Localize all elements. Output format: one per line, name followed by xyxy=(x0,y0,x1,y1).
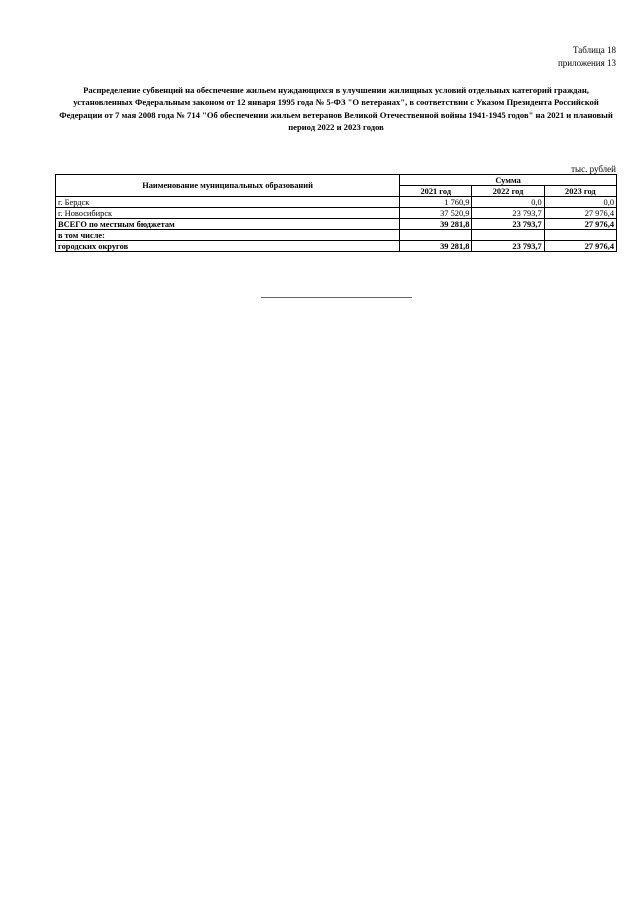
row-name: в том числе: xyxy=(56,230,400,241)
table-header-row xyxy=(56,175,617,186)
appendix-label: приложения 13 xyxy=(557,57,616,68)
value-2022: 23 793,7 xyxy=(472,219,544,230)
end-divider xyxy=(261,297,412,298)
column-header-name: Наименование муниципальных образований xyxy=(56,175,400,197)
column-header-2023: 2023 год xyxy=(544,186,616,197)
column-header-2021: 2021 год xyxy=(400,186,472,197)
row-name: г. Новосибирск xyxy=(56,208,400,219)
document-header xyxy=(558,44,616,69)
row-name: городских округов xyxy=(56,241,400,252)
units-label: тыс. рублей xyxy=(571,164,616,174)
value-2021: 37 520,9 xyxy=(400,208,472,219)
value-2021 xyxy=(400,230,472,241)
value-2022 xyxy=(472,230,544,241)
value-2022: 23 793,7 xyxy=(472,241,544,252)
value-2023: 27 976,4 xyxy=(544,219,616,230)
value-2023: 0,0 xyxy=(544,197,616,208)
value-2022: 0,0 xyxy=(472,197,544,208)
value-2023 xyxy=(544,230,616,241)
table-number-label: Таблица 18 xyxy=(573,45,616,55)
value-2023: 27 976,4 xyxy=(544,241,616,252)
row-name: ВСЕГО по местным бюджетам xyxy=(56,219,400,230)
value-2021: 1 760,9 xyxy=(400,197,472,208)
column-header-sum: Сумма xyxy=(400,175,617,186)
table-row-total xyxy=(56,219,617,230)
value-2021: 39 281,8 xyxy=(400,219,472,230)
table-row-berdsk xyxy=(56,197,617,208)
value-2022: 23 793,7 xyxy=(472,208,544,219)
value-2023: 27 976,4 xyxy=(544,208,616,219)
document-title: Распределение субвенций на обеспечение жильем нуждающихся в улучшении жилищных условий отдельных категорий граждан, установленных Федеральным законом от 12 января 1995 года № 5-ФЗ "О ветеранах", в соответствии с Указом Президента Российской Федерации от 7 мая 2008 года № 714 "Об обеспечении жильем ветеранов Великой Отечественной войны 1941-1945 годов" на 2021 и плановый период 2022 и 2023 годов xyxy=(59,85,613,133)
table-row-novosibirsk xyxy=(56,208,617,219)
table-row-including xyxy=(56,230,617,241)
row-name: г. Бердск xyxy=(56,197,400,208)
column-header-2022: 2022 год xyxy=(472,186,544,197)
value-2021: 39 281,8 xyxy=(400,241,472,252)
subsidy-table xyxy=(55,174,617,252)
table-row-urban-districts xyxy=(56,241,617,252)
